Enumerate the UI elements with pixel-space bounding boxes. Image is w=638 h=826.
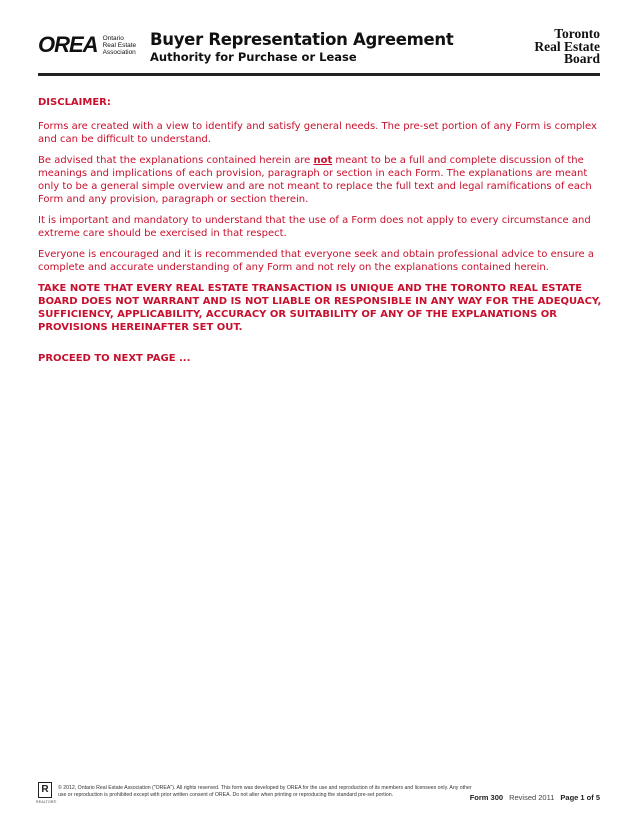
take-note-warning: TAKE NOTE THAT EVERY REAL ESTATE TRANSACTION IS UNIQUE AND THE TORONTO REAL ESTATE BOARD DOES NOT WARRANT AND IS NOT LIABLE OR RESPONSIBLE IN ANY WAY FOR THE ADEQUACY, SUFFICIENCY, APPLICABILITY, ACCURACY OR SUITABILITY OF ANY OF THE EXPLANATIONS OR PROVISIONS HEREINAFTER SET OUT.: [38, 283, 602, 333]
not-emphasis: not: [313, 155, 333, 166]
disclaimer-heading: DISCLAIMER:: [38, 97, 111, 108]
realtor-logo-icon: R: [38, 782, 52, 798]
orea-sub-line: Association: [102, 48, 136, 56]
form-identifier: [470, 793, 600, 802]
treb-logo-line: Toronto: [554, 26, 600, 41]
copyright-notice: © 2012, Ontario Real Estate Association ("OREA"). All rights reserved. This form was developed by OREA for the use and reproduction of its members and licensees only. Any other use or reproduction is prohibited except with prior written consent of OREA. Do not alter when printing or reproducing the standard pre-set portion.: [58, 785, 472, 798]
orea-logo-wordmark: OREA: [38, 32, 98, 57]
orea-logo-subtext: [103, 35, 137, 56]
disclaimer-paragraph: [38, 154, 602, 206]
paragraph-text: meant to be a full and complete discussion of the meanings and implications of each provision, paragraph or section in each Form. The explanations are meant only to be a general simple overview and are not meant to replace the full text and legal ramifications of each Form and any provision, paragraph or section therein.: [38, 155, 592, 205]
header-divider: [38, 73, 600, 76]
paragraph-text: Be advised that the explanations contained herein are: [38, 155, 314, 166]
page-indicator: Page 1 of 5: [560, 793, 600, 802]
document-title: Buyer Representation Agreement: [150, 30, 454, 49]
orea-sub-line: Real Estate: [102, 41, 137, 49]
form-number: Form 300: [469, 793, 504, 802]
title-block: [150, 30, 453, 64]
orea-logo: [38, 34, 136, 56]
disclaimer-paragraph: It is important and mandatory to understand that the use of a Form does not apply to every circumstance and extreme care should be exercised in that respect.: [38, 215, 591, 239]
document-footer: [38, 780, 600, 808]
treb-logo: [534, 28, 600, 66]
disclaimer-content: [38, 96, 602, 373]
treb-logo-line: Real Estate: [534, 38, 600, 54]
proceed-next-page: PROCEED TO NEXT PAGE ...: [38, 353, 191, 364]
form-revision: Revised 2011: [509, 793, 555, 802]
document-header: [38, 28, 600, 72]
orea-sub-line: Ontario: [102, 34, 124, 42]
realtor-caption: REALTOR®: [36, 800, 57, 804]
treb-logo-line: Board: [563, 51, 600, 66]
disclaimer-paragraph: Everyone is encouraged and it is recommended that everyone seek and obtain professional advice to ensure a complete and accurate understanding of any Form and not rely on the explanations contained herein.: [38, 249, 594, 273]
document-subtitle: Authority for Purchase or Lease: [150, 50, 357, 64]
disclaimer-paragraph: Forms are created with a view to identify and satisfy general needs. The pre-set portion of any Form is complex and can be difficult to understand.: [38, 121, 597, 145]
